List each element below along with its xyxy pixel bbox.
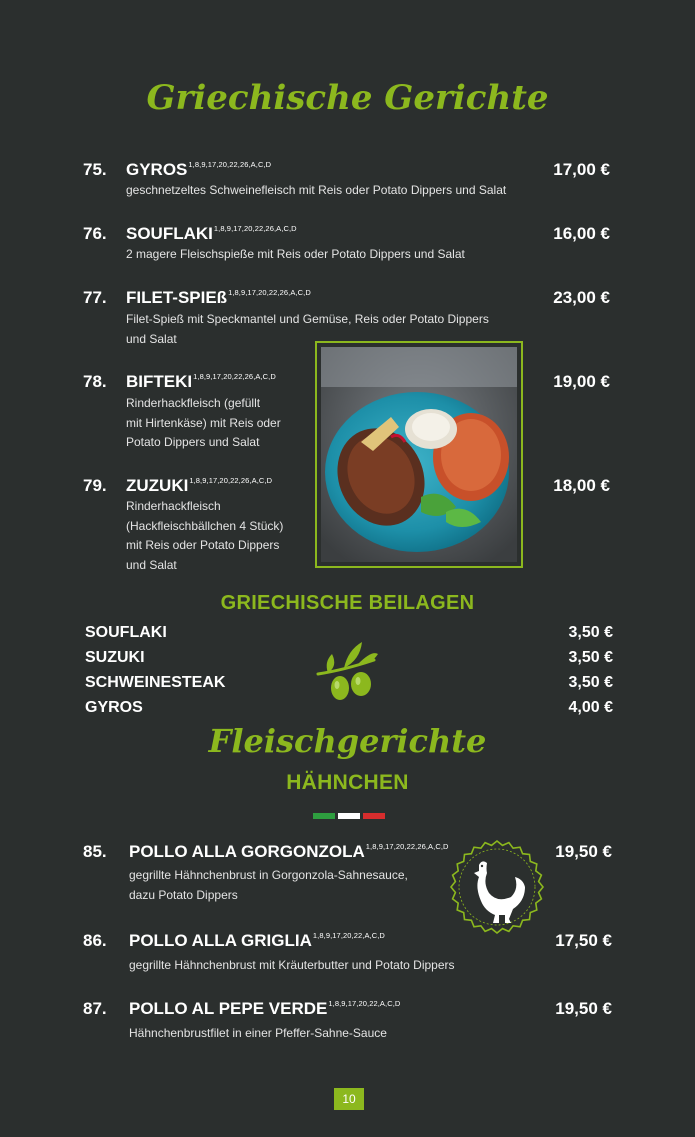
dish-name: $SOUFLAKI^{1,8,9,17,20,22,26,A,C,D}$ <box>126 224 297 243</box>
dish-price: 19,50 € <box>555 999 612 1018</box>
dish-name: $BIFTEKI^{1,8,9,17,20,22,26,A,C,D}$ <box>126 372 276 391</box>
dish-price: 18,00 € <box>553 476 610 495</box>
bifteki-dish-photo <box>315 341 523 568</box>
dish-name: $GYROS^{1,8,9,17,20,22,26,A,C,D}$ <box>126 160 272 179</box>
dish-number: 75. <box>83 160 107 179</box>
dish-name: POLLO AL PEPE $VERDE^{1,8,9,17,20,22,A,C,D}$ <box>129 999 401 1018</box>
dish-price: 23,00 € <box>553 288 610 307</box>
dish-number: 77. <box>83 288 107 307</box>
italian-flag-icon <box>313 813 385 819</box>
section-title-greek: Griechische Gerichte <box>146 78 549 118</box>
dish-description: gegrillte Hähnchenbrust in Gorgonzola-Sahnesauce, dazu Potato Dippers <box>129 868 408 902</box>
dish-description: Rinderhackfleisch (gefüllt mit Hirtenkäse) mit Reis oder Potato Dippers und Salat <box>126 396 281 449</box>
dish-number: 78. <box>83 372 107 391</box>
dish-number: 76. <box>83 224 107 243</box>
side-price: 3,50 € <box>568 674 613 691</box>
allergen-codes: 1,8,9,17,20,22,26,A,C,D <box>213 224 297 233</box>
dish-description: Hähnchenbrustfilet in einer Pfeffer-Sahne-Sauce <box>129 1026 387 1040</box>
side-name: GYROS <box>85 699 143 716</box>
allergen-codes: 1,8,9,17,20,22,26,A,C,D <box>189 476 273 485</box>
allergen-codes: 1,8,9,17,20,22,26,A,C,D <box>188 160 272 169</box>
dish-price: 19,50 € <box>555 842 612 861</box>
allergen-codes: 1,8,9,17,20,22,26,A,C,D <box>193 372 276 381</box>
side-price: 4,00 € <box>568 699 613 716</box>
side-name: SUZUKI <box>85 649 145 666</box>
dish-number: 85. <box>83 842 107 861</box>
dish-price: 17,50 € <box>555 931 612 950</box>
allergen-codes: 1,8,9,17,20,22,26,A,C,D <box>228 288 311 297</box>
dish-description: Rinderhackfleisch (Hackfleischbällchen 4 Stück) mit Reis oder Potato Dippers und Salat <box>126 499 284 572</box>
side-price: 3,50 € <box>568 624 613 641</box>
section-title-chicken: HÄHNCHEN <box>286 771 409 794</box>
dish-number: 86. <box>83 931 107 950</box>
dish-description: gegrillte Hähnchenbrust mit Kräuterbutter und Potato Dippers <box>129 958 455 972</box>
section-title-sides: GRIECHISCHE BEILAGEN <box>220 592 475 614</box>
chicken-badge-icon <box>449 839 545 935</box>
side-price: 3,50 € <box>568 649 613 666</box>
allergen-codes: 1,8,9,17,20,22,26,A,C,D <box>365 842 449 851</box>
dish-price: 17,00 € <box>553 160 610 179</box>
page-number: 10 <box>334 1088 364 1110</box>
dish-description: geschnetzeltes Schweinefleisch mit Reis oder Potato Dippers und Salat <box>126 183 507 197</box>
side-name: SCHWEINESTEAK <box>85 674 226 691</box>
dish-name: POLLO ALLA $GORGONZOLA^{1,8,9,17,20,22,26,A,C,D}$ <box>129 842 449 861</box>
allergen-codes: 1,8,9,17,20,22,A,C,D <box>328 999 401 1008</box>
dish-number: 87. <box>83 999 107 1018</box>
allergen-codes: 1,8,9,17,20,22,A,C,D <box>312 931 385 940</box>
dish-name: $ZUZUKI^{1,8,9,17,20,22,26,A,C,D}$ <box>126 476 273 495</box>
dish-name: POLLO ALLA $GRIGLIA^{1,8,9,17,20,22,A,C,D}$ <box>129 931 385 950</box>
section-title-meat: Fleischgerichte <box>208 722 487 760</box>
dish-description: 2 magere Fleischspieße mit Reis oder Potato Dippers und Salat <box>126 247 465 261</box>
dish-description: Filet-Spieß mit Speckmantel und Gemüse, Reis oder Potato Dippers und Salat <box>126 312 489 346</box>
dish-price: 19,00 € <box>553 372 610 391</box>
olive-branch-icon <box>314 640 380 704</box>
dish-number: 79. <box>83 476 107 495</box>
dish-price: 16,00 € <box>553 224 610 243</box>
side-name: SOUFLAKI <box>85 624 167 641</box>
dish-name: FILET-SPIEß$^{1,8,9,17,20,22,26,A,C,D}$ <box>126 288 311 307</box>
